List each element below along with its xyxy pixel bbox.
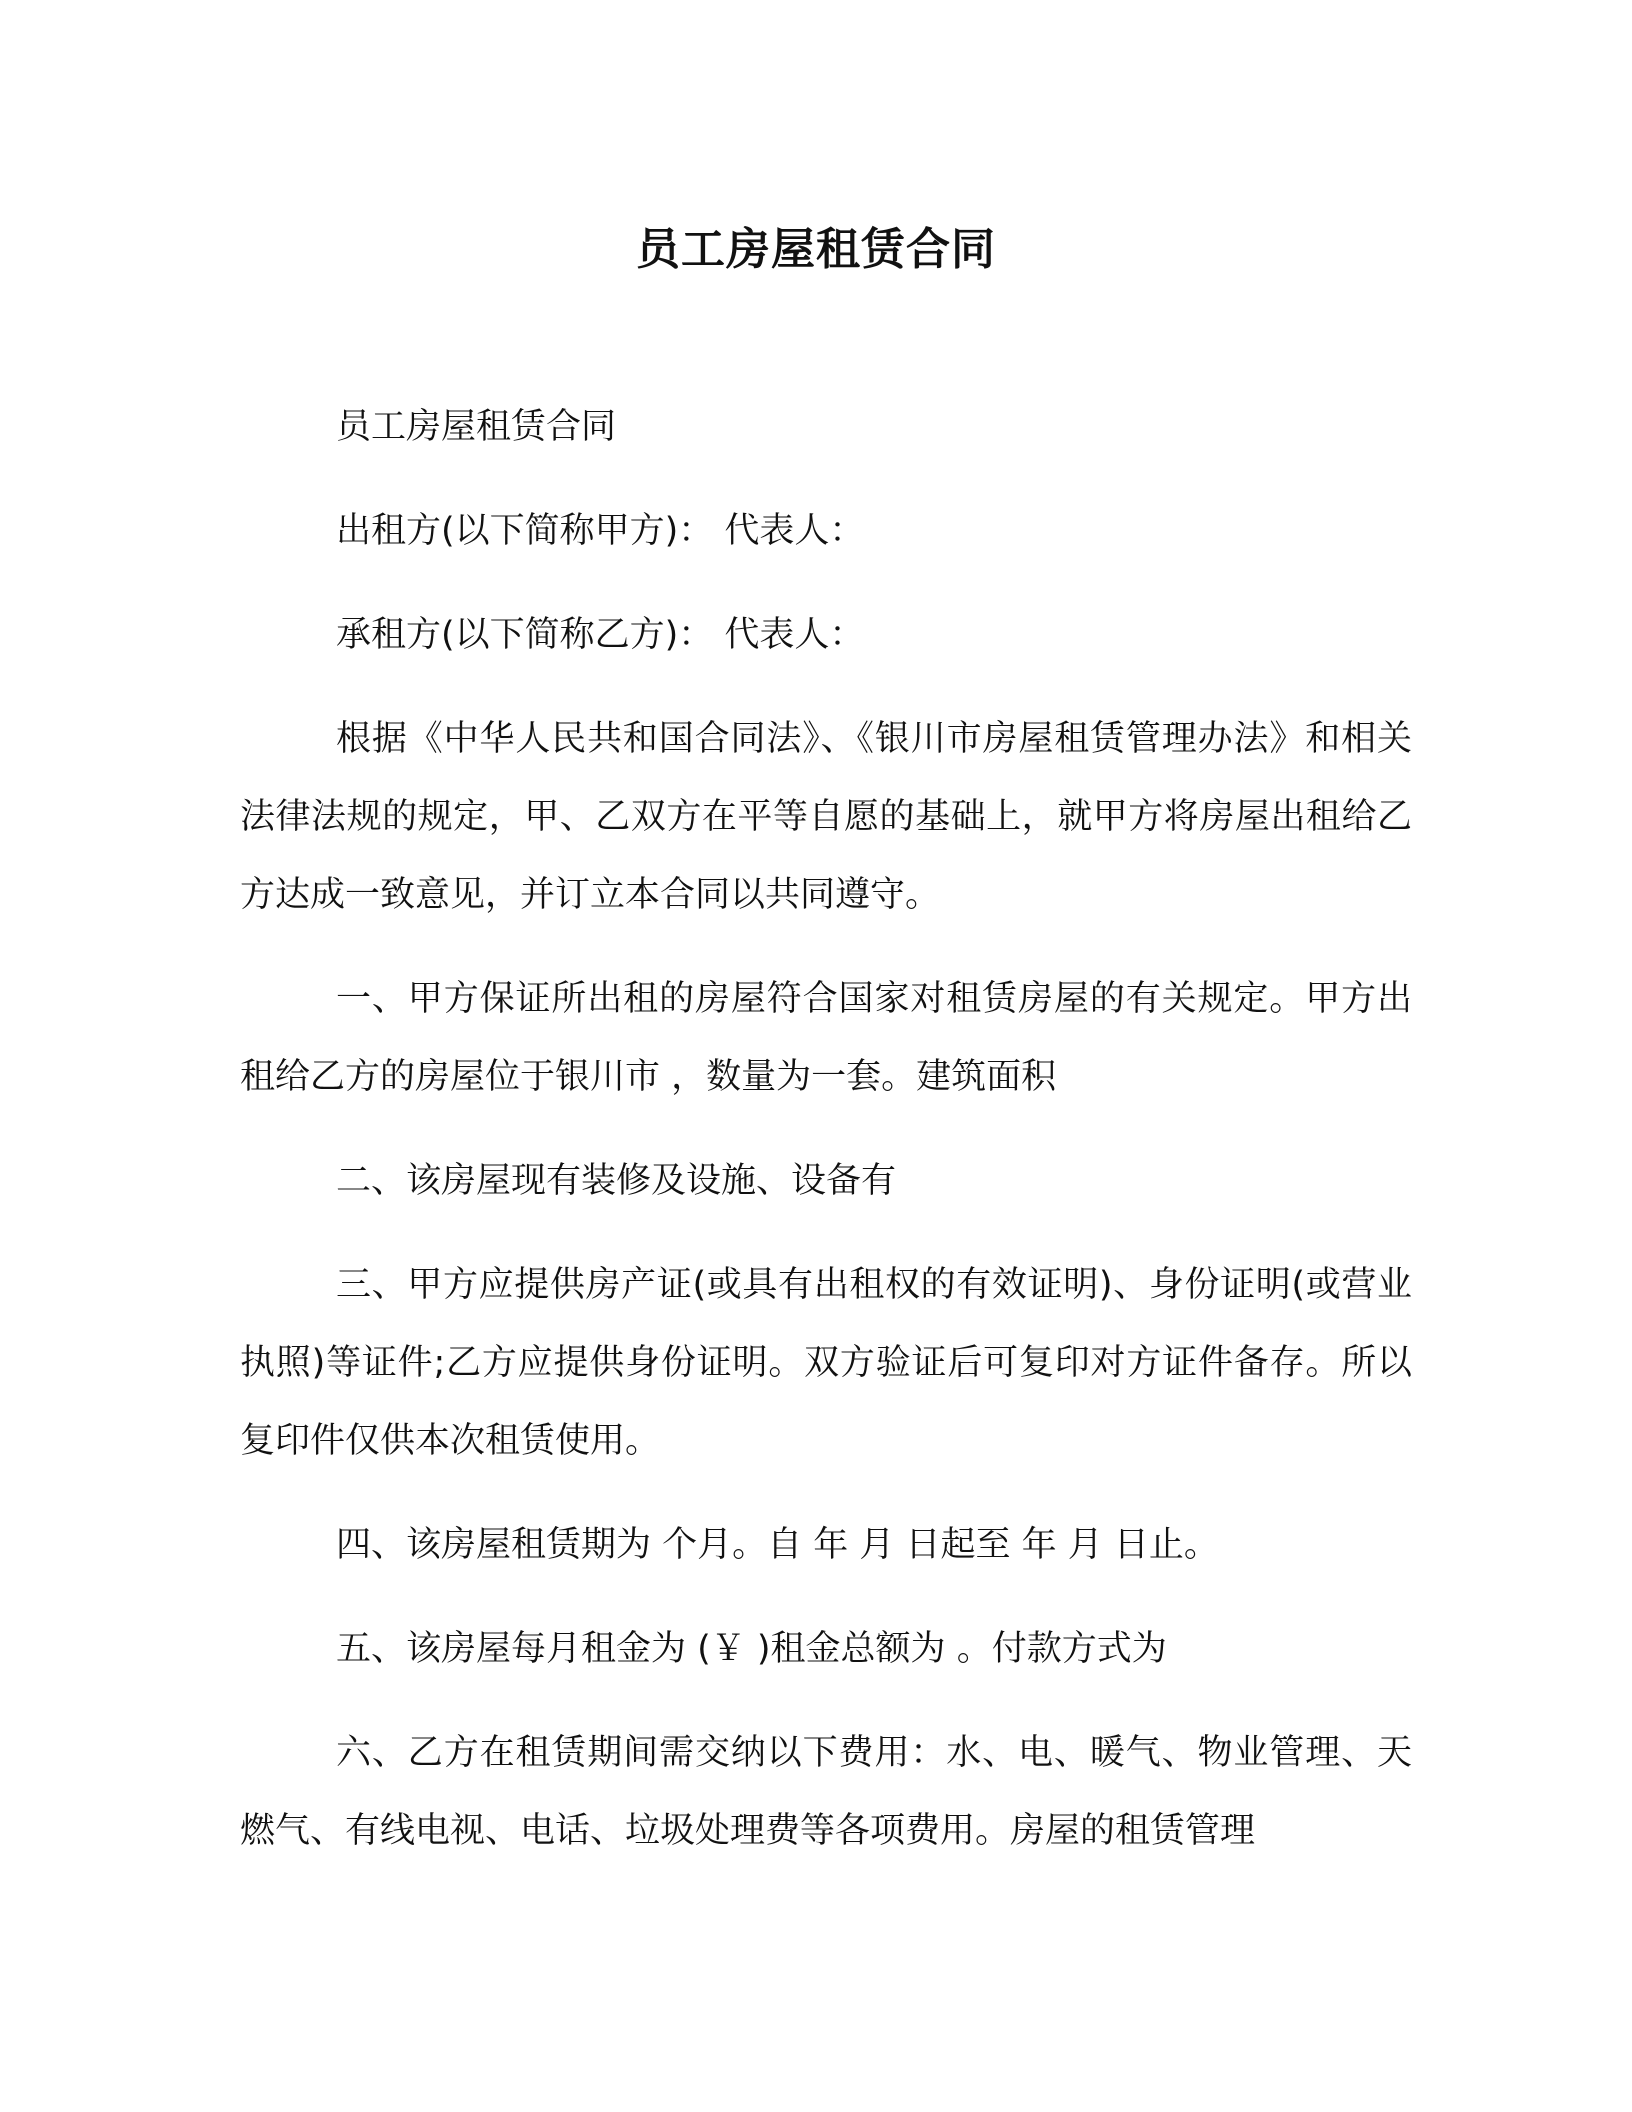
clause-2: 二、该房屋现有装修及设施、设备有 — [336, 1161, 897, 1201]
paragraph-lessor: 出租方(以下简称甲方)： 代表人： — [336, 511, 865, 551]
clause-5: 五、该房屋每月租金为 (￥ )租金总额为 。付款方式为 — [336, 1629, 1167, 1669]
clause-1: 一、甲方保证所出租的房屋符合国家对租赁房屋的有关规定。甲方出租给乙方的房屋位于银川市 ，数量为一套。建筑面积 — [240, 979, 1412, 1097]
paragraph-preamble: 根据《中华人民共和国合同法》、《银川市房屋租赁管理办法》和相关法律法规的规定，甲、乙双方在平等自愿的基础上，就甲方将房屋出租给乙方达成一致意见，并订立本合同以共同遵守。 — [240, 719, 1412, 915]
clause-3: 三、甲方应提供房产证(或具有出租权的有效证明)、身份证明(或营业执照)等证件;乙方应提供身份证明。双方验证后可复印对方证件备存。所以复印件仅供本次租赁使用。 — [240, 1265, 1412, 1461]
document-title: 员工房屋租赁合同 — [636, 224, 996, 275]
clause-6: 六、乙方在租赁期间需交纳以下费用：水、电、暖气、物业管理、天燃气、有线电视、电话、垃圾处理费等各项费用。房屋的租赁管理 — [240, 1733, 1412, 1851]
paragraph-lessee: 承租方(以下简称乙方)： 代表人： — [336, 615, 865, 655]
document-body — [240, 388, 1412, 1896]
clause-4: 四、该房屋租赁期为 个月。自 年 月 日起至 年 月 日止。 — [336, 1525, 1219, 1565]
paragraph-subtitle: 员工房屋租赁合同 — [336, 407, 617, 447]
